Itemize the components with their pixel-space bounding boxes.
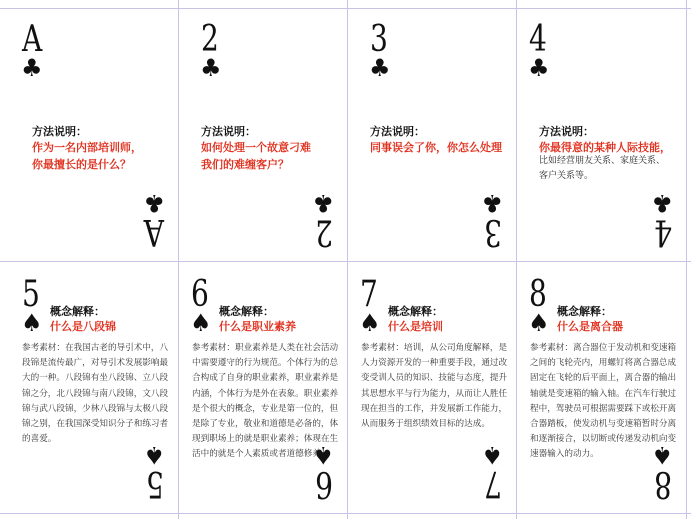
club-icon: ♣ xyxy=(369,54,391,82)
card-eight-spades xyxy=(517,0,686,513)
method-label: 方法说明： xyxy=(32,125,87,138)
reference-text: 参考素材：离合器位于发动机和变速箱 之间的飞轮壳内，用螺钉将离合器总成 固定在飞轮的后平面上，离合器的输出 轴就是变速箱的输入轴。在汽车行驶过 程中，驾驶员可根据需要踩下或松开离 合器踏板，使发动机与变速箱暂时分离 和逐渐接合，以切断或传递发动机向变 速器输入的动力。 xyxy=(530,343,677,460)
concept-label: 概念解释： xyxy=(388,305,443,318)
spade-icon: ♠ xyxy=(143,441,165,469)
club-icon: ♣ xyxy=(481,189,503,217)
concept-label: 概念解释： xyxy=(557,305,612,318)
concept-name: 什么是职业素养 xyxy=(219,320,296,333)
method-note: 比如经营朋友关系、家庭关系、 客户关系等。 xyxy=(539,156,666,181)
method-label: 方法说明： xyxy=(539,125,594,138)
card-divider xyxy=(686,0,687,519)
spade-icon: ♠ xyxy=(190,309,212,337)
club-icon: ♣ xyxy=(21,54,43,82)
spade-icon: ♠ xyxy=(21,309,43,337)
reference-text: 参考素材：在我国古老的导引术中，八 段锦是流传最广，对导引术发展影响最 大的一种。八段锦有坐八段锦、立八段 锦之分，北八段锦与南八段锦，文八段 锦与武八段锦，少林八段锦与太极八段 锦之别，在我国深受知识分子和练习者 的喜爱。 xyxy=(22,343,169,445)
card-rank: 3 xyxy=(370,19,388,60)
method-question: 作为一名内部培训师， 你最擅长的是什么？ xyxy=(32,141,142,171)
spade-icon: ♠ xyxy=(312,441,334,469)
club-icon: ♣ xyxy=(143,189,165,217)
card-corner-bottom: 2 ♣ xyxy=(312,189,334,252)
card-rank: 7 xyxy=(360,274,378,315)
card-rank: 5 xyxy=(22,274,40,315)
spade-icon: ♠ xyxy=(359,309,381,337)
club-icon: ♣ xyxy=(651,189,673,217)
club-icon: ♣ xyxy=(312,189,334,217)
method-label: 方法说明： xyxy=(201,125,256,138)
spade-icon: ♠ xyxy=(481,441,503,469)
spade-icon: ♠ xyxy=(528,309,550,337)
concept-label: 概念解释： xyxy=(50,305,105,318)
card-rank: 2 xyxy=(201,19,219,60)
card-corner-bottom: A ♣ xyxy=(143,189,165,252)
card-corner-bottom: 7 ♠ xyxy=(481,441,503,504)
method-question: 同事误会了你，你怎么处理 xyxy=(370,141,502,154)
card-corner-bottom: 3 ♣ xyxy=(481,189,503,252)
card-corner-bottom: 5 ♠ xyxy=(143,441,165,504)
card-corner-bottom: 6 ♠ xyxy=(312,441,334,504)
card-rank: A xyxy=(22,19,43,60)
card-corner-bottom: 4 ♣ xyxy=(651,189,673,252)
card-five-spades xyxy=(0,0,178,513)
card-six-spades xyxy=(179,0,347,513)
card-rank: 4 xyxy=(529,19,547,60)
card-rank: 8 xyxy=(529,274,547,315)
concept-label: 概念解释： xyxy=(219,305,274,318)
club-icon: ♣ xyxy=(528,54,550,82)
card-corner-bottom: 8 ♠ xyxy=(651,441,673,504)
card-seven-spades xyxy=(348,0,516,513)
method-question: 如何处理一个故意刁难 我们的难缠客户？ xyxy=(201,141,311,171)
club-icon: ♣ xyxy=(200,54,222,82)
method-label: 方法说明： xyxy=(370,125,425,138)
concept-name: 什么是八段锦 xyxy=(50,320,116,333)
reference-text: 参考素材：培训，从公司角度解释，是 人力资源开发的一种重要手段，通过改 变受训人员的知识、技能与态度，提升 其思想水平与行为能力，从而让人胜任 现在担当的工作，并发展新工作能力， 从而服务于组织绩效目标的达成。 xyxy=(361,343,508,430)
card-rank: 6 xyxy=(191,274,209,315)
card-divider xyxy=(0,513,691,514)
reference-text: 参考素材：职业素养是人类在社会活动 中需要遵守的行为规范。个体行为的总 合构成了自身的职业素养，职业素养是 内涵，个体行为是外在表象。职业素养 是个很大的概念，专业是第一位的，但 是除了专业，敬业和道德是必备的，体 现到职场上的就是职业素养；体现在生 活中的就是个人素质或者道德修养。 xyxy=(192,343,339,460)
spade-icon: ♠ xyxy=(651,441,673,469)
concept-name: 什么是培训 xyxy=(388,320,443,333)
method-question: 你最得意的某种人际技能， xyxy=(539,141,671,154)
concept-name: 什么是离合器 xyxy=(557,320,623,333)
